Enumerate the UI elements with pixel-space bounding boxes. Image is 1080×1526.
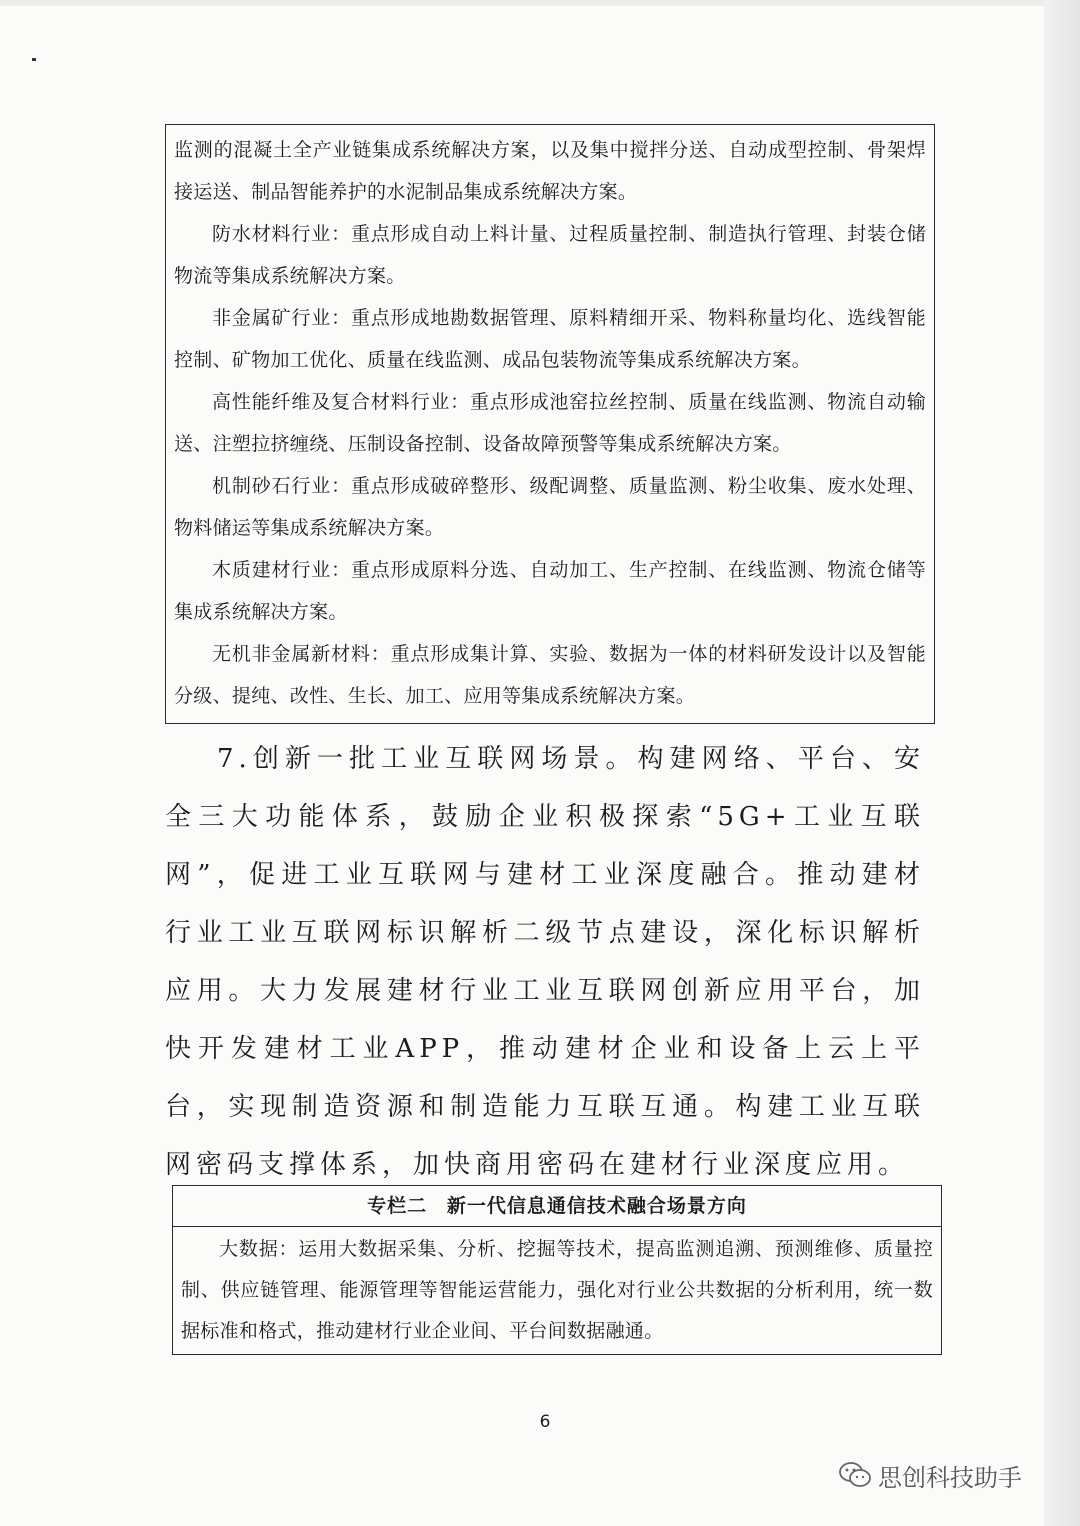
bordered-box-column-two — [172, 1185, 942, 1355]
box1-paragraph-5: 机制砂石行业：重点形成破碎整形、级配调整、质量监测、粉尘收集、废水处理、物料储运等集成系统解决方案。 — [174, 475, 926, 539]
box2-title: 新一代信息通信技术融合场景方向 — [446, 1195, 747, 1217]
watermark — [838, 1455, 1022, 1495]
box1-paragraph-1: 监测的混凝土全产业链集成系统解决方案，以及集中搅拌分送、自动成型控制、骨架焊接运送、制品智能养护的水泥制品集成系统解决方案。 — [174, 139, 926, 203]
box1-paragraph-7: 无机非金属新材料：重点形成集计算、实验、数据为一体的材料研发设计以及智能分级、提纯、改性、生长、加工、应用等集成系统解决方案。 — [174, 643, 926, 707]
wechat-icon — [838, 1460, 872, 1490]
box1-paragraph-2: 防水材料行业：重点形成自动上料计量、过程质量控制、制造执行管理、封装仓储物流等集成系统解决方案。 — [174, 223, 926, 287]
page-number: 6 — [539, 1412, 551, 1432]
scan-right-edge — [1044, 0, 1080, 1526]
watermark-text: 思创科技助手 — [878, 1463, 1022, 1492]
scan-top-edge — [0, 0, 1080, 6]
box1-paragraph-4: 高性能纤维及复合材料行业：重点形成池窑拉丝控制、质量在线监测、物流自动输送、注塑拉挤缠绕、压制设备控制、设备故障预警等集成系统解决方案。 — [174, 391, 926, 455]
scan-speck — [32, 58, 36, 61]
box1-paragraph-3: 非金属矿行业：重点形成地勘数据管理、原料精细开采、物料称量均化、选线智能控制、矿物加工优化、质量在线监测、成品包装物流等集成系统解决方案。 — [174, 307, 926, 371]
section-7-paragraph: 7.创新一批工业互联网场景。构建网络、平台、安全三大功能体系，鼓励企业积极探索“5G+工业互联网”，促进工业互联网与建材工业深度融合。推动建材行业工业互联网标识解析二级节点建设，深化标识解析应用。大力发展建材行业工业互联网创新应用平台，加快开发建材工业APP，推动建材企业和设备上云上平台，实现制造资源和制造能力互联互通。构建工业互联网密码支撑体系，加快商用密码在建材行业深度应用。 — [165, 744, 925, 1180]
box2-paragraph: 大数据：运用大数据采集、分析、挖掘等技术，提高监测追溯、预测维修、质量控制、供应链管理、能源管理等智能运营能力，强化对行业公共数据的分析利用，统一数据标准和格式，推动建材行业企业间、平台间数据融通。 — [181, 1238, 933, 1342]
box2-label: 专栏二 — [367, 1195, 428, 1217]
bordered-box-solutions — [165, 124, 935, 724]
box2-header — [173, 1186, 941, 1227]
box1-paragraph-6: 木质建材行业：重点形成原料分选、自动加工、生产控制、在线监测、物流仓储等集成系统解决方案。 — [174, 559, 926, 623]
